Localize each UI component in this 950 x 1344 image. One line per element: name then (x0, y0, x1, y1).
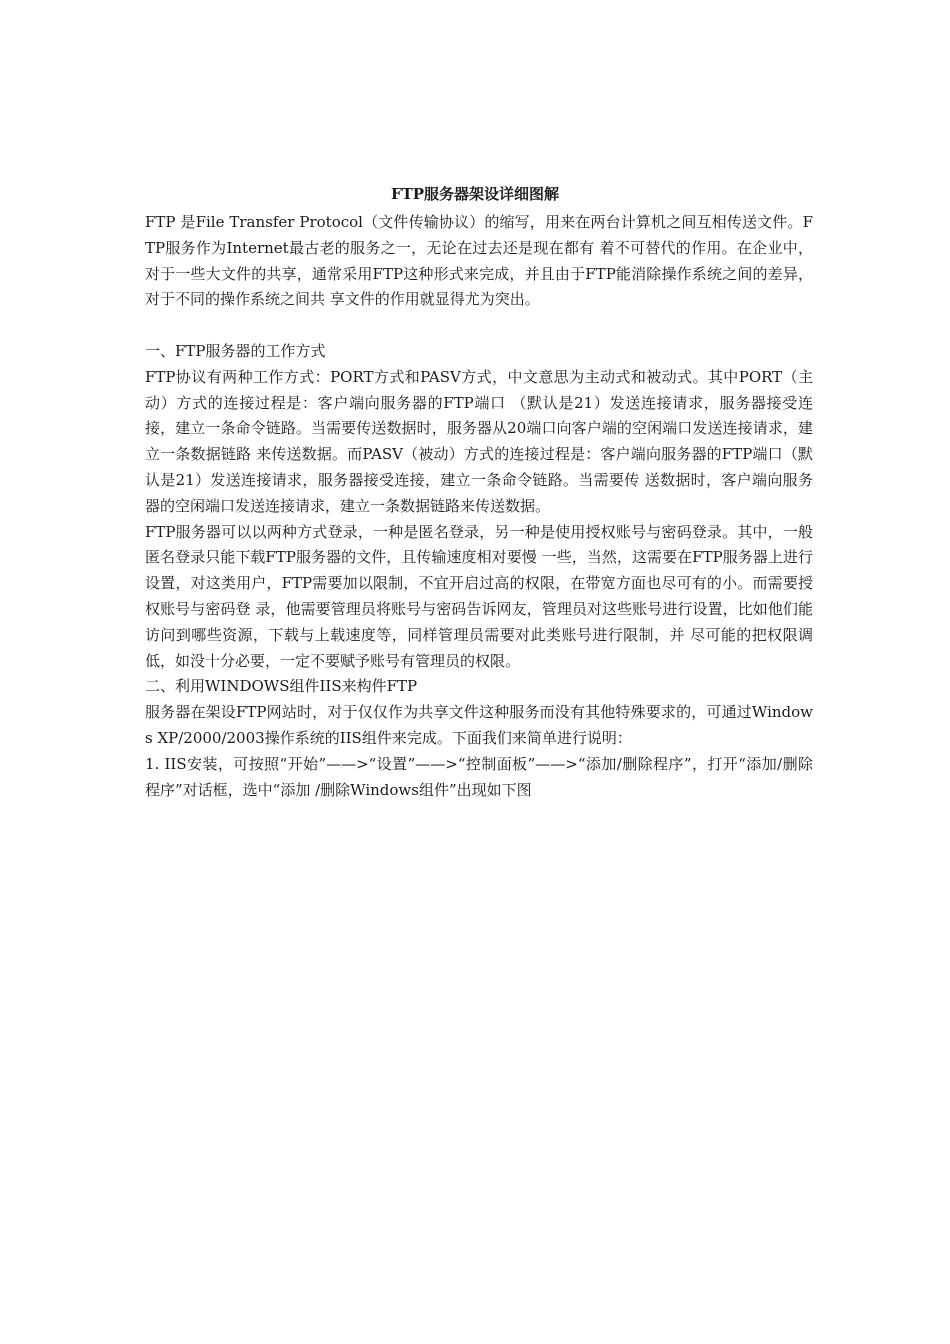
section2-paragraph: 服务器在架设FTP网站时，对于仅仅作为共享文件这种服务而没有其他特殊要求的，可通过Windows XP/2000/2003操作系统的IIS组件来完成。下面我们来简单进行说明： (145, 703, 813, 747)
document-body (145, 210, 813, 803)
blank-line (145, 313, 813, 339)
intro-paragraph: FTP 是File Transfer Protocol（文件传输协议）的缩写，用来在两台计算机之间互相传送文件。FTP服务作为Internet最古老的服务之一，无论在过去还是现在都有 着不可替代的作用。在企业中，对于一些大文件的共享，通常采用FTP这种形式来完成，并且由于FTP能消除操作系统之间的差异，对于不同的操作系统之间共 享文件的作用就显得尤为突出。 (145, 213, 813, 309)
document-title: FTP服务器架设详细图解 (390, 185, 560, 203)
step1-paragraph: 1. IIS安装，可按照“开始”——>“设置”——>“控制面板”——>“添加/删除程序”，打开“添加/删除程序”对话框，选中“添加 /删除Windows组件”出现如下图 (145, 754, 813, 799)
section1-paragraph-work-modes: FTP协议有两种工作方式：PORT方式和PASV方式，中文意思为主动式和被动式。其中PORT（主动）方式的连接过程是：客户端向服务器的FTP端口 （默认是21）发送连接请求，服务器接受连接，建立一条命令链路。当需要传送数据时，服务器从20端口向客户端的空闲端口发送连接请求，建立一条数据链路 来传送数据。而PASV（被动）方式的连接过程是：客户端向服务器的FTP端口（默认是21）发送连接请求，服务器接受连接，建立一条命令链路。当需要传 送数据时，客户端向服务器的空闲端口发送连接请求，建立一条数据链路来传送数据。 (145, 367, 813, 515)
section1-paragraph-login-modes: FTP服务器可以以两种方式登录，一种是匿名登录，另一种是使用授权账号与密码登录。其中，一般匿名登录只能下载FTP服务器的文件，且传输速度相对要慢 一些，当然，这需要在FTP服务器上进行设置，对这类用户，FTP需要加以限制，不宜开启过高的权限，在带宽方面也尽可有的小。而需要授权账号与密码登 录，他需要管理员将账号与密码告诉网友，管理员对这些账号进行设置，比如他们能访问到哪些资源，下载与上载速度等，同样管理员需要对此类账号进行限制，并 尽可能的把权限调低，如没十分必要，一定不要赋予账号有管理员的权限。 (145, 522, 813, 670)
section2-heading: 二、利用WINDOWS组件IIS来构件FTP (145, 677, 418, 696)
section1-heading: 一、FTP服务器的工作方式 (145, 341, 326, 360)
